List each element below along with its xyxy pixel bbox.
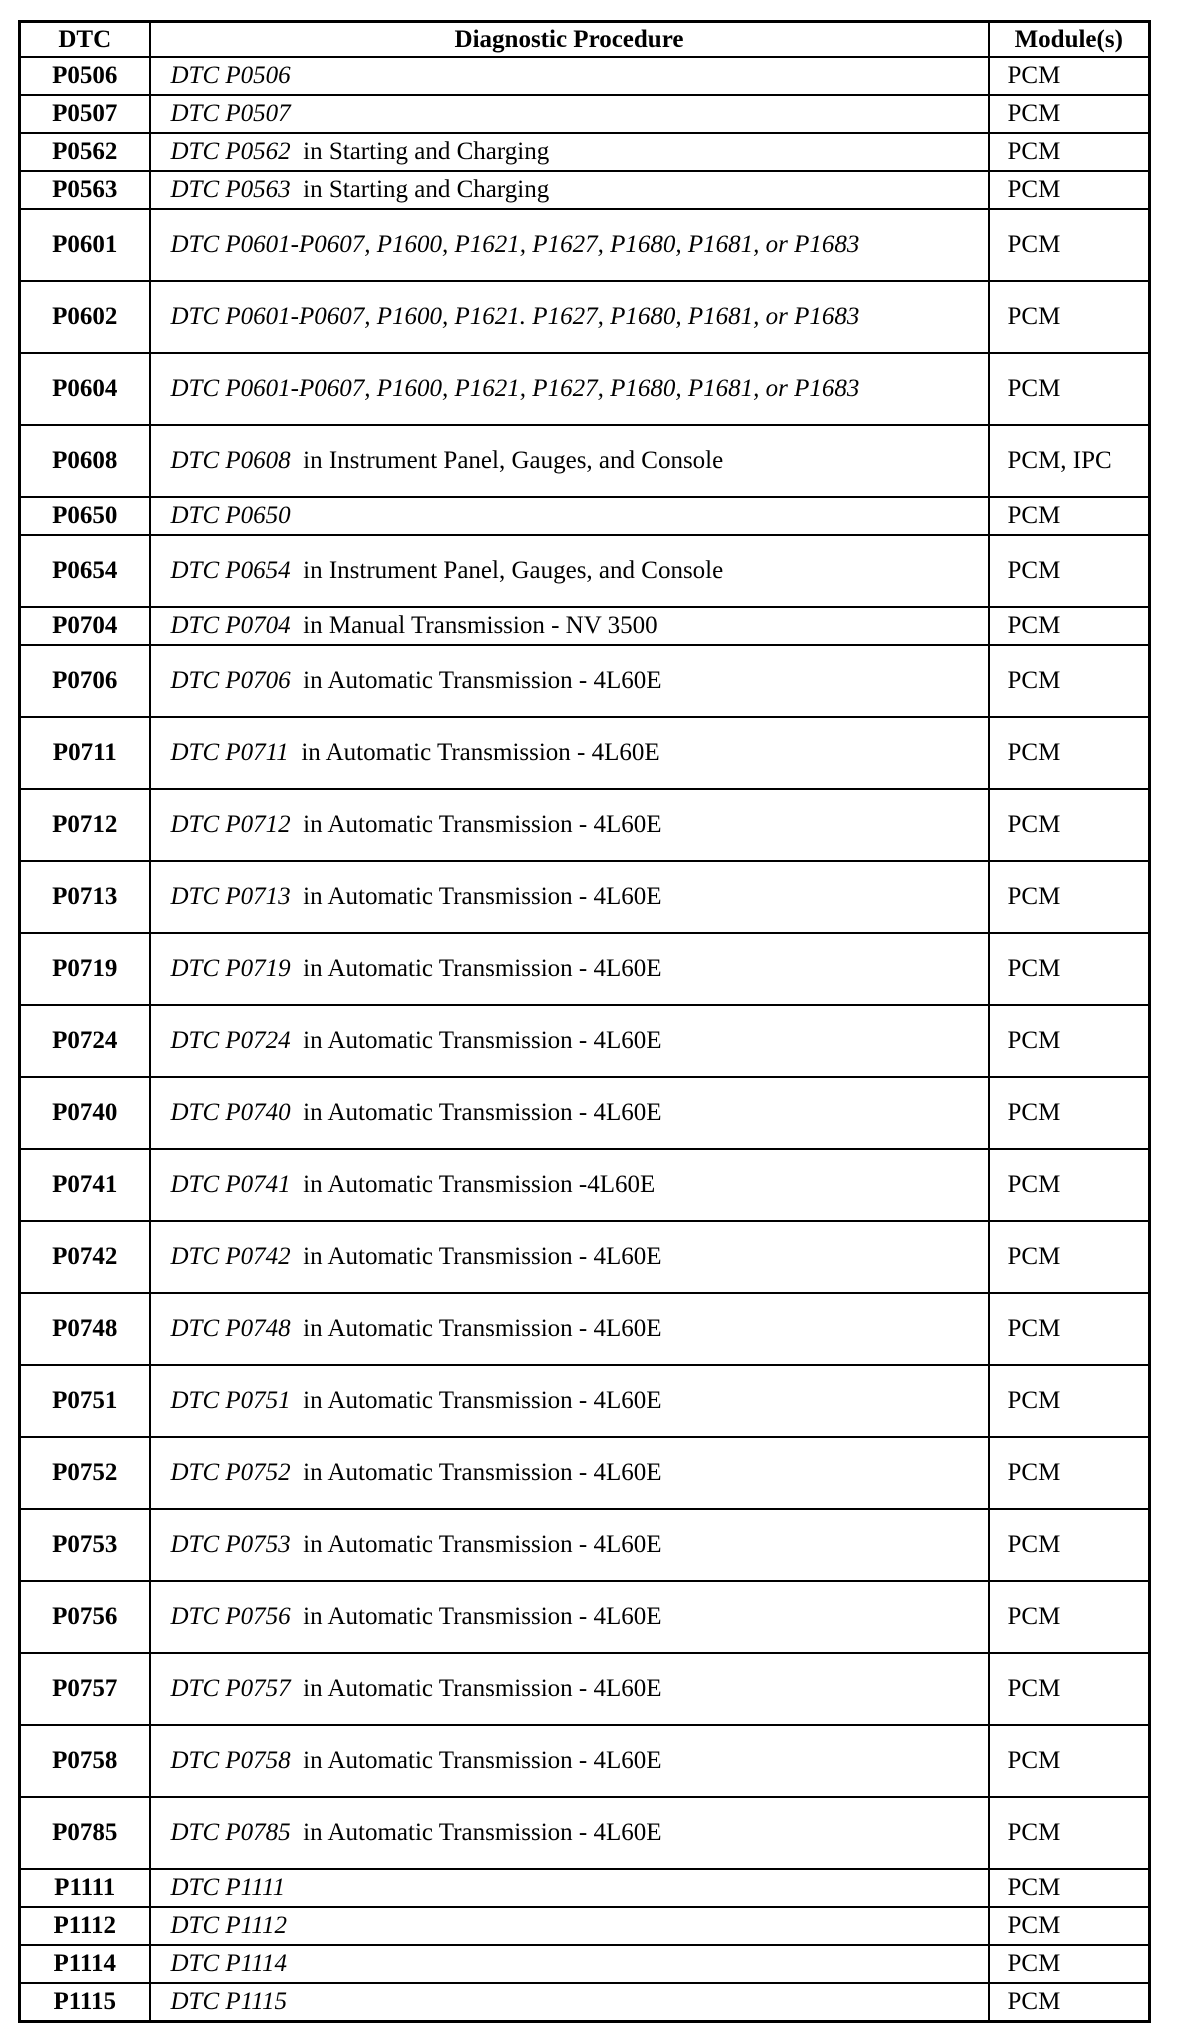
module-cell: PCM: [989, 933, 1150, 1005]
procedure-location-text: in Automatic Transmission - 4L60E: [303, 1603, 662, 1630]
module-cell: PCM: [989, 1437, 1150, 1509]
module-cell: PCM: [989, 1005, 1150, 1077]
dtc-code-cell: P0654: [20, 535, 150, 607]
module-cell: PCM: [989, 1221, 1150, 1293]
module-cell: PCM: [989, 209, 1150, 281]
procedure-dtc-reference: DTC P0713: [170, 883, 291, 910]
table-row: [20, 933, 1150, 1005]
dtc-code-cell: P0753: [20, 1509, 150, 1581]
procedure-location-text: in Automatic Transmission - 4L60E: [303, 811, 662, 838]
procedure-dtc-reference: DTC P0507: [170, 100, 291, 127]
table-row: [20, 789, 1150, 861]
table-row: [20, 1581, 1150, 1653]
procedure-location-text: in Starting and Charging: [303, 176, 550, 203]
module-cell: PCM: [989, 1509, 1150, 1581]
diagnostic-procedure-cell: [150, 1437, 989, 1509]
diagnostic-procedure-cell: [150, 789, 989, 861]
procedure-dtc-reference: DTC P0563: [170, 176, 291, 203]
diagnostic-procedure-cell: [150, 607, 989, 645]
diagnostic-procedure-cell: [150, 1945, 989, 1983]
table-row: [20, 607, 1150, 645]
dtc-code-cell: P0507: [20, 95, 150, 133]
header-dtc: DTC: [20, 22, 150, 58]
procedure-location-text: in Automatic Transmission - 4L60E: [303, 1387, 662, 1414]
header-modules: Module(s): [989, 22, 1150, 58]
module-cell: PCM: [989, 1293, 1150, 1365]
diagnostic-procedure-cell: [150, 1149, 989, 1221]
table-row: [20, 1437, 1150, 1509]
table-body: [20, 57, 1150, 2022]
module-cell: PCM: [989, 1077, 1150, 1149]
procedure-dtc-reference: DTC P0712: [170, 811, 291, 838]
diagnostic-procedure-cell: [150, 353, 989, 425]
module-cell: PCM: [989, 717, 1150, 789]
diagnostic-procedure-cell: [150, 57, 989, 95]
diagnostic-procedure-cell: [150, 497, 989, 535]
module-cell: PCM: [989, 789, 1150, 861]
table-row: [20, 133, 1150, 171]
procedure-location-text: in Automatic Transmission -4L60E: [303, 1171, 656, 1198]
procedure-dtc-reference: DTC P0706: [170, 667, 291, 694]
module-cell: PCM: [989, 645, 1150, 717]
diagnostic-procedure-cell: [150, 209, 989, 281]
procedure-dtc-reference: DTC P0719: [170, 955, 291, 982]
diagnostic-procedure-cell: [150, 717, 989, 789]
procedure-dtc-reference: DTC P0740: [170, 1099, 291, 1126]
diagnostic-procedure-cell: [150, 1653, 989, 1725]
module-cell: PCM, IPC: [989, 425, 1150, 497]
diagnostic-procedure-cell: [150, 1509, 989, 1581]
table-row: [20, 1509, 1150, 1581]
procedure-dtc-reference: DTC P0752: [170, 1459, 291, 1486]
module-cell: PCM: [989, 171, 1150, 209]
module-cell: PCM: [989, 1983, 1150, 2022]
diagnostic-procedure-cell: [150, 1221, 989, 1293]
procedure-dtc-reference: DTC P0741: [170, 1171, 291, 1198]
dtc-code-cell: P0704: [20, 607, 150, 645]
module-cell: PCM: [989, 1725, 1150, 1797]
procedure-location-text: in Automatic Transmission - 4L60E: [303, 1027, 662, 1054]
dtc-code-cell: P0724: [20, 1005, 150, 1077]
dtc-code-cell: P0752: [20, 1437, 150, 1509]
diagnostic-procedure-cell: [150, 1797, 989, 1869]
procedure-location-text: in Starting and Charging: [303, 138, 550, 165]
diagnostic-procedure-cell: [150, 425, 989, 497]
table-row: [20, 1797, 1150, 1869]
dtc-code-cell: P0563: [20, 171, 150, 209]
table-header: [20, 22, 1150, 58]
diagnostic-procedure-cell: [150, 1983, 989, 2022]
table-row: [20, 1869, 1150, 1907]
procedure-dtc-reference: DTC P0785: [170, 1819, 291, 1846]
dtc-code-cell: P1114: [20, 1945, 150, 1983]
table-row: [20, 209, 1150, 281]
procedure-dtc-reference: DTC P0724: [170, 1027, 291, 1054]
diagnostic-procedure-cell: [150, 861, 989, 933]
module-cell: PCM: [989, 607, 1150, 645]
dtc-code-cell: P0608: [20, 425, 150, 497]
dtc-code-cell: P0650: [20, 497, 150, 535]
diagnostic-procedure-cell: [150, 535, 989, 607]
procedure-dtc-reference: DTC P0753: [170, 1531, 291, 1558]
table-row: [20, 1293, 1150, 1365]
dtc-code-cell: P1115: [20, 1983, 150, 2022]
table-row: [20, 1725, 1150, 1797]
dtc-code-cell: P0719: [20, 933, 150, 1005]
dtc-code-cell: P0741: [20, 1149, 150, 1221]
table-row: [20, 645, 1150, 717]
table-row: [20, 1365, 1150, 1437]
procedure-location-text: in Automatic Transmission - 4L60E: [303, 1819, 662, 1846]
diagnostic-procedure-cell: [150, 133, 989, 171]
module-cell: PCM: [989, 353, 1150, 425]
table-row: [20, 57, 1150, 95]
dtc-code-cell: P1111: [20, 1869, 150, 1907]
diagnostic-procedure-cell: [150, 1907, 989, 1945]
procedure-location-text: in Automatic Transmission - 4L60E: [301, 739, 660, 766]
header-row: [20, 22, 1150, 58]
procedure-location-text: in Automatic Transmission - 4L60E: [303, 1243, 662, 1270]
table-row: [20, 1945, 1150, 1983]
procedure-location-text: in Automatic Transmission - 4L60E: [303, 1459, 662, 1486]
procedure-dtc-reference: DTC P0654: [170, 557, 291, 584]
table-row: [20, 1907, 1150, 1945]
diagnostic-procedure-cell: [150, 1365, 989, 1437]
table-row: [20, 1983, 1150, 2022]
diagnostic-procedure-cell: [150, 1869, 989, 1907]
procedure-location-text: in Instrument Panel, Gauges, and Console: [303, 447, 724, 474]
module-cell: PCM: [989, 497, 1150, 535]
dtc-code-cell: P0602: [20, 281, 150, 353]
table-row: [20, 1149, 1150, 1221]
procedure-location-text: in Instrument Panel, Gauges, and Console: [303, 557, 724, 584]
table-row: [20, 497, 1150, 535]
procedure-dtc-reference: DTC P0758: [170, 1747, 291, 1774]
procedure-location-text: in Automatic Transmission - 4L60E: [303, 883, 662, 910]
diagnostic-procedure-cell: [150, 1077, 989, 1149]
module-cell: PCM: [989, 95, 1150, 133]
procedure-dtc-reference: DTC P1114: [170, 1950, 287, 1977]
dtc-code-cell: P0604: [20, 353, 150, 425]
procedure-dtc-reference: DTC P0748: [170, 1315, 291, 1342]
procedure-location-text: in Automatic Transmission - 4L60E: [303, 667, 662, 694]
diagnostic-procedure-cell: [150, 933, 989, 1005]
procedure-location-text: in Automatic Transmission - 4L60E: [303, 1099, 662, 1126]
module-cell: PCM: [989, 535, 1150, 607]
table-row: [20, 95, 1150, 133]
dtc-code-cell: P0751: [20, 1365, 150, 1437]
dtc-code-cell: P0712: [20, 789, 150, 861]
diagnostic-procedure-cell: [150, 95, 989, 133]
procedure-dtc-reference: DTC P0704: [170, 612, 291, 639]
module-cell: PCM: [989, 1581, 1150, 1653]
module-cell: PCM: [989, 861, 1150, 933]
dtc-code-cell: P0742: [20, 1221, 150, 1293]
diagnostic-procedure-cell: [150, 645, 989, 717]
procedure-dtc-reference: DTC P0562: [170, 138, 291, 165]
table-row: [20, 171, 1150, 209]
procedure-dtc-reference: DTC P0751: [170, 1387, 291, 1414]
procedure-dtc-reference: DTC P0608: [170, 447, 291, 474]
table-row: [20, 1653, 1150, 1725]
diagnostic-procedure-cell: [150, 281, 989, 353]
procedure-location-text: in Automatic Transmission - 4L60E: [303, 1675, 662, 1702]
diagnostic-procedure-cell: [150, 1725, 989, 1797]
procedure-dtc-reference: DTC P0757: [170, 1675, 291, 1702]
procedure-location-text: in Automatic Transmission - 4L60E: [303, 1315, 662, 1342]
dtc-code-cell: P0757: [20, 1653, 150, 1725]
module-cell: PCM: [989, 1907, 1150, 1945]
procedure-dtc-reference: DTC P1115: [170, 1988, 287, 2015]
table-row: [20, 1077, 1150, 1149]
diagnostic-procedure-cell: [150, 1581, 989, 1653]
table-row: [20, 1005, 1150, 1077]
procedure-dtc-reference: DTC P0506: [170, 62, 291, 89]
procedure-location-text: in Manual Transmission - NV 3500: [303, 612, 658, 639]
dtc-code-cell: P0506: [20, 57, 150, 95]
table-row: [20, 353, 1150, 425]
procedure-location-text: in Automatic Transmission - 4L60E: [303, 1747, 662, 1774]
dtc-code-cell: P0711: [20, 717, 150, 789]
procedure-dtc-reference: DTC P0601-P0607, P1600, P1621. P1627, P1680, P1681, or P1683: [170, 303, 860, 330]
procedure-dtc-reference: DTC P1111: [170, 1874, 286, 1901]
table-row: [20, 535, 1150, 607]
procedure-dtc-reference: DTC P0650: [170, 502, 291, 529]
procedure-dtc-reference: DTC P0601-P0607, P1600, P1621, P1627, P1680, P1681, or P1683: [170, 231, 860, 258]
dtc-code-cell: P0756: [20, 1581, 150, 1653]
procedure-dtc-reference: DTC P0711: [170, 739, 289, 766]
module-cell: PCM: [989, 1365, 1150, 1437]
module-cell: PCM: [989, 1797, 1150, 1869]
module-cell: PCM: [989, 1653, 1150, 1725]
dtc-code-cell: P0601: [20, 209, 150, 281]
dtc-code-cell: P0713: [20, 861, 150, 933]
dtc-code-cell: P0706: [20, 645, 150, 717]
diagnostic-procedure-cell: [150, 1005, 989, 1077]
dtc-code-cell: P0562: [20, 133, 150, 171]
procedure-dtc-reference: DTC P0756: [170, 1603, 291, 1630]
table-row: [20, 281, 1150, 353]
module-cell: PCM: [989, 1149, 1150, 1221]
dtc-code-cell: P0758: [20, 1725, 150, 1797]
header-diagnostic-procedure: Diagnostic Procedure: [150, 22, 989, 58]
procedure-location-text: in Automatic Transmission - 4L60E: [303, 955, 662, 982]
dtc-code-cell: P0785: [20, 1797, 150, 1869]
module-cell: PCM: [989, 133, 1150, 171]
procedure-dtc-reference: DTC P0742: [170, 1243, 291, 1270]
module-cell: PCM: [989, 281, 1150, 353]
procedure-dtc-reference: DTC P1112: [170, 1912, 287, 1939]
dtc-table: [18, 20, 1151, 2023]
module-cell: PCM: [989, 1945, 1150, 1983]
dtc-code-cell: P1112: [20, 1907, 150, 1945]
table-row: [20, 861, 1150, 933]
dtc-code-cell: P0740: [20, 1077, 150, 1149]
dtc-code-cell: P0748: [20, 1293, 150, 1365]
module-cell: PCM: [989, 57, 1150, 95]
diagnostic-procedure-cell: [150, 171, 989, 209]
table-row: [20, 425, 1150, 497]
procedure-dtc-reference: DTC P0601-P0607, P1600, P1621, P1627, P1680, P1681, or P1683: [170, 375, 860, 402]
diagnostic-procedure-cell: [150, 1293, 989, 1365]
module-cell: PCM: [989, 1869, 1150, 1907]
table-row: [20, 1221, 1150, 1293]
table-row: [20, 717, 1150, 789]
procedure-location-text: in Automatic Transmission - 4L60E: [303, 1531, 662, 1558]
